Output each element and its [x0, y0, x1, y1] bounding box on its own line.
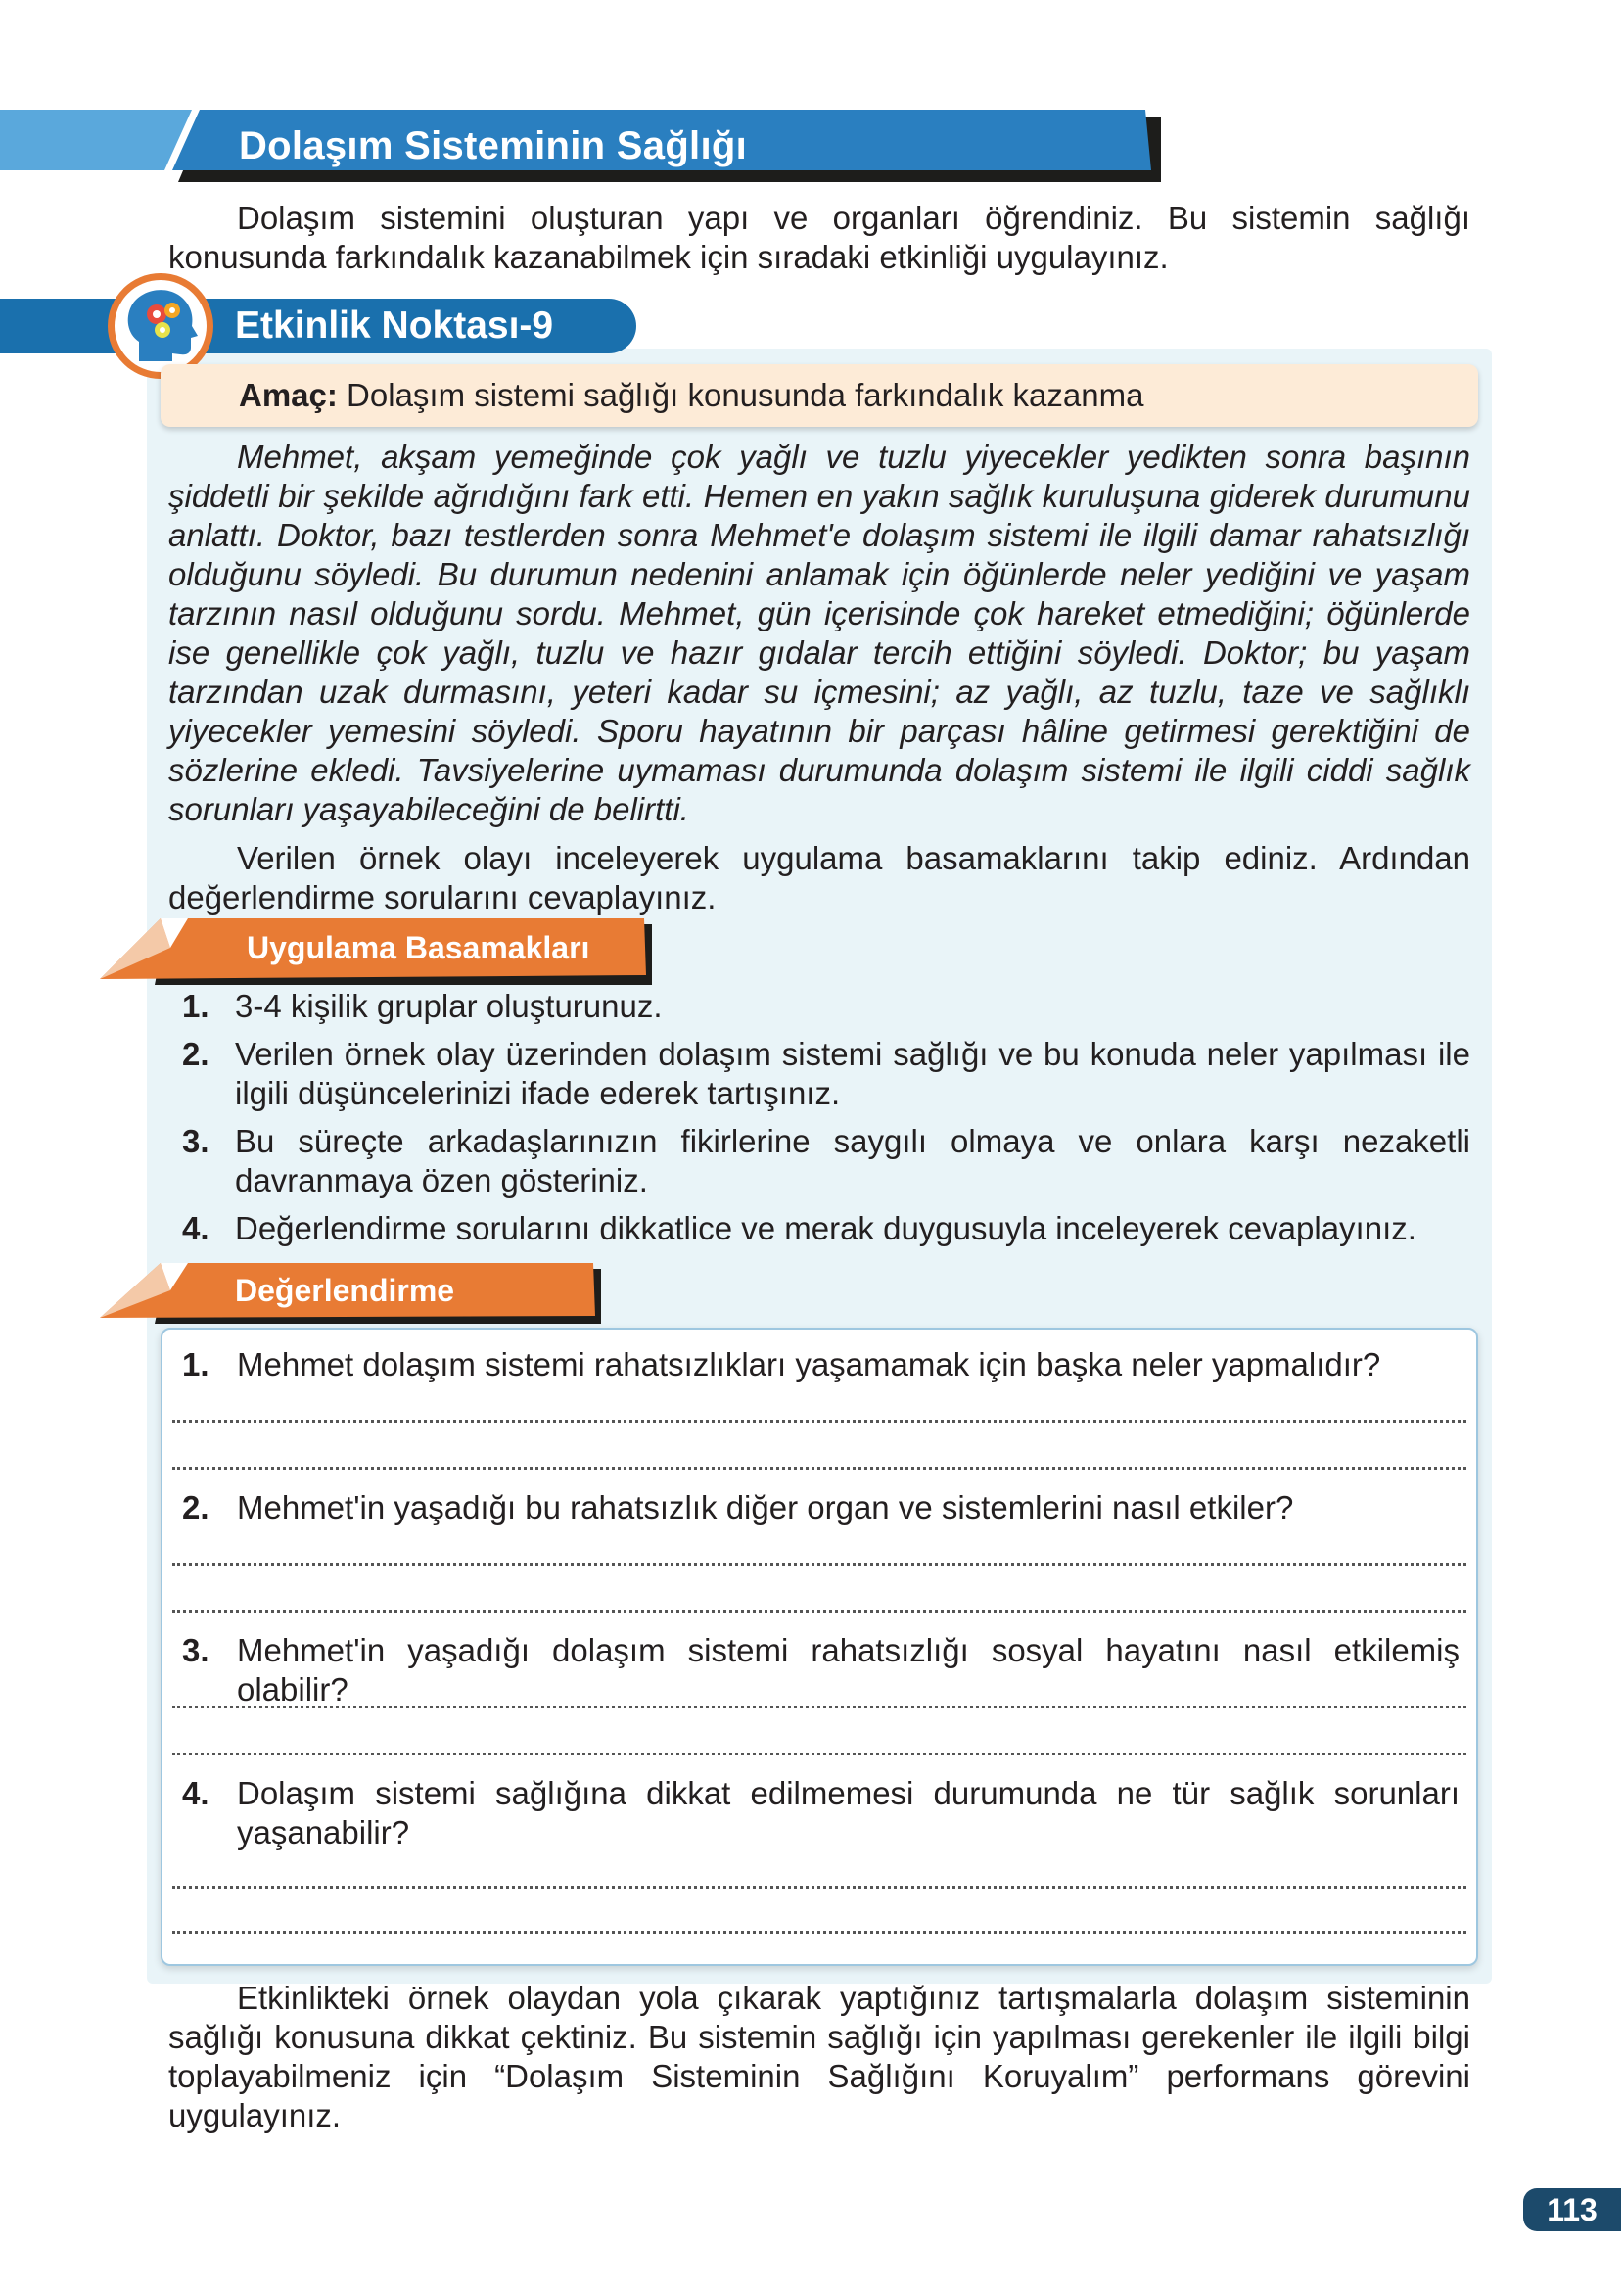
- step-item: [168, 987, 1470, 1026]
- goal-description: Dolaşım sistemi sağlığı konusunda farkındalık kazanma: [347, 377, 1144, 413]
- question-number: 2.: [182, 1489, 209, 1525]
- step-item: [168, 1209, 1470, 1248]
- page-number: 113: [1523, 2188, 1621, 2231]
- answer-line[interactable]: [172, 1706, 1466, 1708]
- step-number: 3.: [182, 1123, 209, 1159]
- answer-line[interactable]: [172, 1753, 1466, 1755]
- step-text: 3-4 kişilik gruplar oluşturunuz.: [235, 988, 663, 1024]
- section-header: [0, 110, 1165, 182]
- question-item: [182, 1774, 1460, 1852]
- question-number: 4.: [182, 1775, 209, 1811]
- answer-line[interactable]: [172, 1420, 1466, 1423]
- section-title: Dolaşım Sisteminin Sağlığı: [239, 124, 748, 167]
- intro-paragraph: Dolaşım sistemini oluşturan yapı ve organları öğrendiniz. Bu sistemin sağlığı konusunda farkındalık kazanabilmek için sıradaki etkinliği uygulayınız.: [168, 200, 1470, 275]
- answer-line[interactable]: [172, 1563, 1466, 1566]
- steps-list: [168, 987, 1470, 1257]
- evaluation-title: Değerlendirme: [235, 1273, 455, 1308]
- question-text: Mehmet'in yaşadığı dolaşım sistemi rahatsızlığı sosyal hayatını nasıl etkilemiş olabilir?: [237, 1632, 1460, 1707]
- question-text: Mehmet dolaşım sistemi rahatsızlıkları yaşamamak için başka neler yapmalıdır?: [237, 1346, 1381, 1382]
- goal-text: [239, 364, 1143, 427]
- instruction-paragraph: Verilen örnek olayı inceleyerek uygulama basamaklarını takip ediniz. Ardından değerlendirme sorularını cevaplayınız.: [168, 840, 1470, 915]
- answer-line[interactable]: [172, 1886, 1466, 1889]
- steps-tab: [98, 918, 656, 985]
- question-text: Mehmet'in yaşadığı bu rahatsızlık diğer organ ve sistemlerini nasıl etkiler?: [237, 1489, 1294, 1525]
- question-text: Dolaşım sistemi sağlığına dikkat edilmemesi durumunda ne tür sağlık sorunları yaşanabilir?: [237, 1775, 1460, 1850]
- answer-line[interactable]: [172, 1931, 1466, 1934]
- question-number: 1.: [182, 1346, 209, 1382]
- step-number: 2.: [182, 1036, 209, 1072]
- question-item: [182, 1345, 1460, 1384]
- goal-label: Amaç:: [239, 377, 338, 413]
- question-number: 3.: [182, 1632, 209, 1668]
- evaluation-box: [161, 1328, 1478, 1966]
- step-text: Verilen örnek olay üzerinden dolaşım sistemi sağlığı ve bu konuda neler yapılması ile ilgili düşüncelerinizi ifade ederek tartışınız.: [235, 1036, 1470, 1111]
- step-number: 1.: [182, 988, 209, 1024]
- step-item: [168, 1035, 1470, 1113]
- evaluation-tab: [98, 1263, 607, 1324]
- step-text: Bu süreçte arkadaşlarınızın fikirlerine saygılı olmaya ve onlara karşı nezaketli davranmaya özen gösteriniz.: [235, 1123, 1470, 1198]
- answer-line[interactable]: [172, 1610, 1466, 1613]
- answer-line[interactable]: [172, 1467, 1466, 1470]
- step-text: Değerlendirme sorularını dikkatlice ve merak duygusuyla inceleyerek cevaplayınız.: [235, 1210, 1416, 1246]
- steps-title: Uygulama Basamakları: [247, 930, 590, 965]
- question-item: [182, 1631, 1460, 1709]
- outro-paragraph: Etkinlikteki örnek olaydan yola çıkarak yaptığınız tartışmalarla dolaşım sisteminin sağlığı konusuna dikkat çektiniz. Bu sistemin sağlığı için yapılması gerekenler ile ilgili bilgi toplayabilmeniz için “Dolaşım Sisteminin Sağlığını Koruyalım” performans görevini uygulayınız.: [168, 1980, 1470, 2133]
- question-item: [182, 1488, 1460, 1527]
- step-item: [168, 1122, 1470, 1200]
- goal-box: [161, 364, 1478, 427]
- case-story: Mehmet, akşam yemeğinde çok yağlı ve tuzlu yiyecekler yedikten sonra başının şiddetli bir şekilde ağrıdığını fark etti. Hemen en yakın sağlık kuruluşuna giderek durumunu anlattı. Doktor, bazı testlerden sonra Mehmet'e dolaşım sistemi ile ilgili damar rahatsızlığı olduğunu söyledi. Bu durumun nedenini anlamak için öğünlerde neler yediğini ve yaşam tarzının nasıl olduğunu sordu. Mehmet, gün içerisinde çok hareket etmediğini; öğünlerde ise genellikle çok yağlı, tuzlu ve hazır gıdalar tercih ettiğini söyledi. Doktor; bu yaşam tarzından uzak durmasını, yeteri kadar su içmesini; az yağlı, az tuzlu, taze ve sağlıklı yiyecekler yemesini söyledi. Sporu hayatının bir parçası hâline getirmesi gerektiğini de sözlerine ekledi. Tavsiyelerine uymaması durumunda dolaşım sistemi ile ilgili ciddi sağlık sorunları yaşayabileceğini de belirtti.: [168, 439, 1470, 827]
- step-number: 4.: [182, 1210, 209, 1246]
- activity-title: Etkinlik Noktası-9: [235, 304, 554, 347]
